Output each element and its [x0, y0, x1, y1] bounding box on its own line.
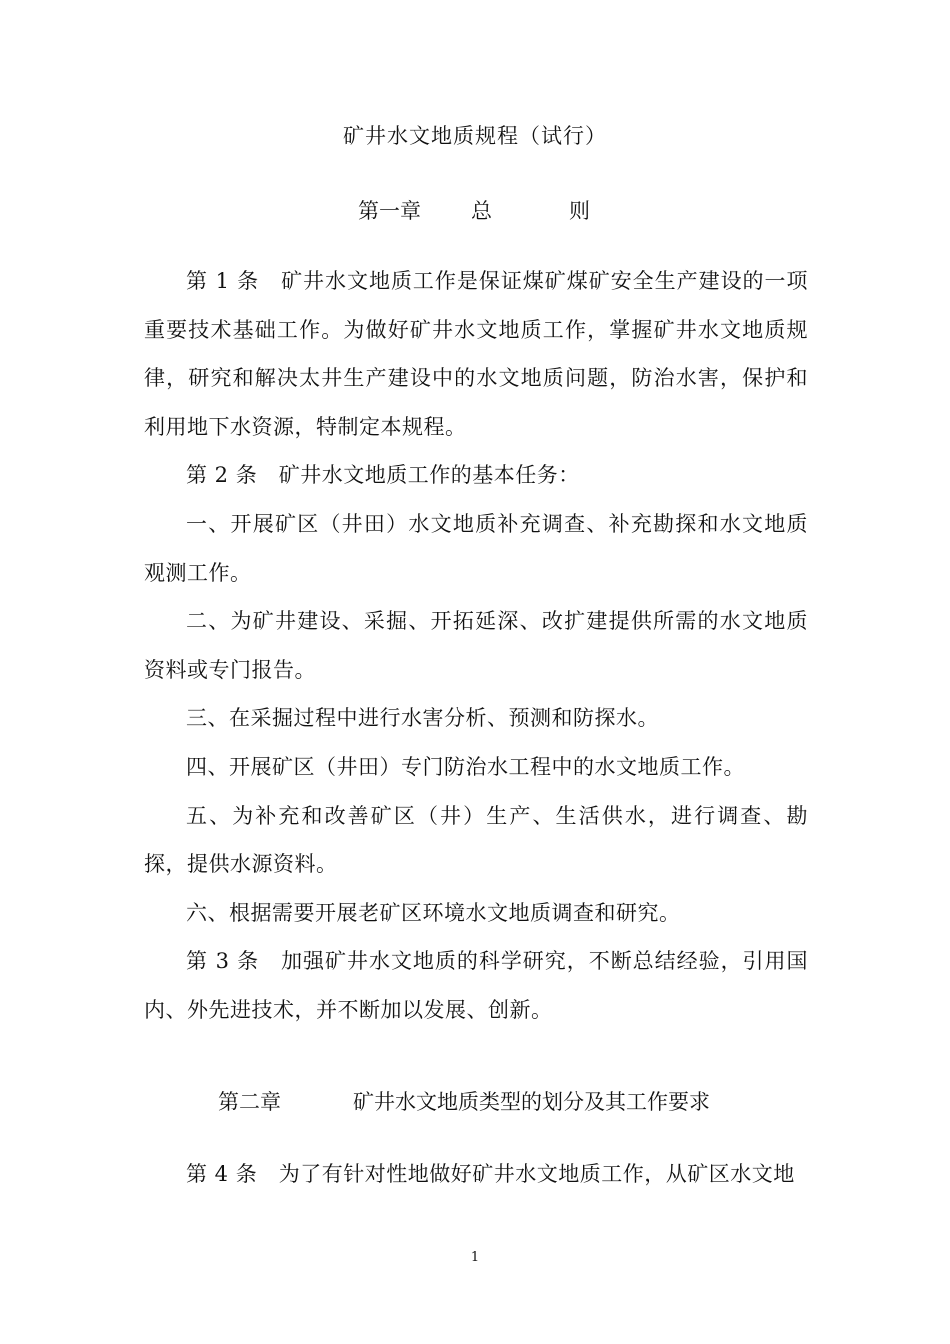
task-item-6: 六、根据需要开展老矿区环境水文地质调查和研究。	[186, 900, 681, 925]
task-item-2: 二、为矿井建设、采掘、开拓延深、改扩建提供所需的水文地质资料或专门报告。	[144, 609, 808, 682]
document-title: 矿井水文地质规程（试行）	[343, 124, 607, 148]
chapter-2-label: 第二章	[218, 1090, 281, 1114]
chapter-1-label: 第一章	[358, 199, 421, 223]
task-item-4: 四、开展矿区（井田）专门防治水工程中的水文地质工作。	[186, 754, 745, 779]
chapter-2-body	[144, 1150, 808, 1199]
task-item-1: 一、开展矿区（井田）水文地质补充调查、补充勘探和水文地质观测工作。	[144, 511, 808, 585]
chapter-1-body	[144, 257, 808, 1035]
task-item-5: 五、为补充和改善矿区（井）生产、生活供水，进行调查、勘探，提供水源资料。	[144, 803, 808, 877]
article-1: 第 1 条 矿井水文地质工作是保证煤矿煤矿安全生产建设的一项重要技术基础工作。为做好矿井水文地质工作，掌握矿井水文地质规律，研究和解决太井生产建设中的水文地质问题，防治水害，保护和利用地下水资源，特制定本规程。	[144, 269, 808, 439]
article-4: 第 4 条 为了有针对性地做好矿井水文地质工作，从矿区水文地	[186, 1162, 795, 1186]
task-item-3: 三、在采掘过程中进行水害分析、预测和防探水。	[186, 706, 659, 731]
chapter-1-word-1: 总	[471, 199, 492, 223]
chapter-2-title: 矿井水文地质类型的划分及其工作要求	[353, 1090, 710, 1114]
chapter-1-word-2: 则	[569, 199, 590, 223]
article-2: 第 2 条 矿井水文地质工作的基本任务：	[186, 463, 580, 488]
page-number: 1	[470, 1250, 480, 1265]
article-3: 第 3 条 加强矿井水文地质的科学研究，不断总结经验，引用国内、外先进技术，并不断加以发展、创新。	[144, 949, 808, 1022]
